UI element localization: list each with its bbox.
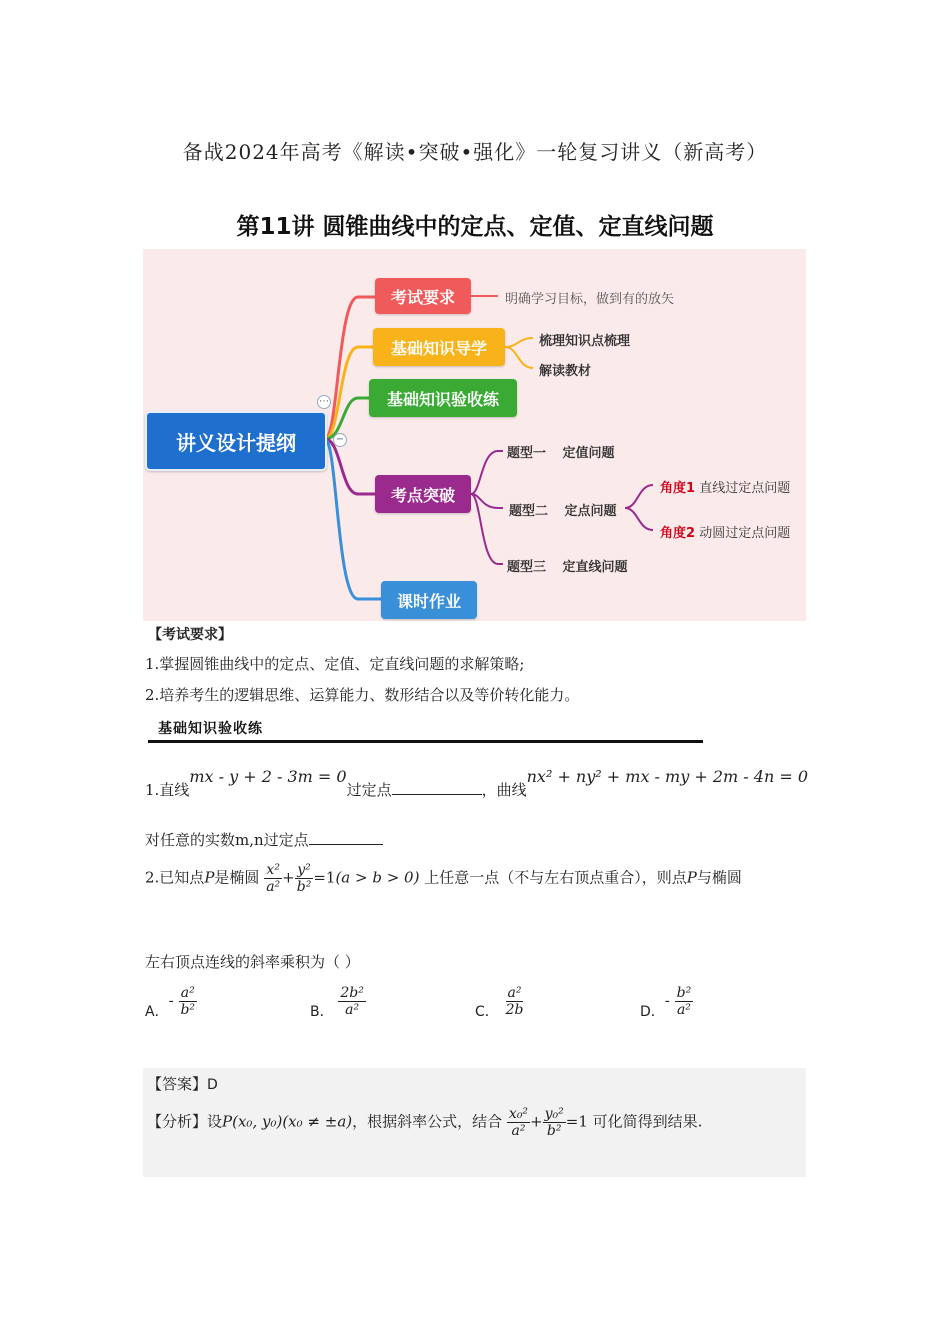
connector-angle2	[625, 508, 653, 530]
practice-banner-text: 基础知识验收练	[158, 721, 263, 737]
option-d[interactable]	[640, 985, 693, 1018]
connector-sub2	[505, 347, 533, 368]
q1-blank-1[interactable]	[392, 780, 482, 795]
q2-ellipse-rhs: =1	[313, 868, 336, 887]
option-b[interactable]	[310, 985, 366, 1018]
practice-banner	[148, 715, 703, 743]
sub-knowledge-2: 解读教材	[539, 364, 592, 379]
note-exam-requirements: 明确学习目标，做到有的放矢	[505, 292, 675, 307]
q1-line-equation: mx - y + 2 - 3m = 0	[189, 767, 347, 786]
node-knowledge-guide: 基础知识导学	[373, 328, 505, 366]
q2-ellipse-condition: (a > b > 0)	[335, 868, 420, 887]
node-exam-requirements: 考试要求	[375, 278, 471, 314]
more-icon[interactable]: ⋯	[319, 396, 329, 407]
document-header: 备战2024年高考《解读•突破•强化》一轮复习讲义（新高考）	[182, 140, 768, 164]
q2-suffix: 上任意一点（不与左右顶点重合），则点	[424, 868, 687, 887]
answer-box	[143, 1068, 806, 1177]
requirement-2: 2.培养考生的逻辑思维、运算能力、数形结合以及等价转化能力。	[145, 686, 580, 704]
q2-ellipse-frac-y: $\frac{\text{y²}}{\text{b²}}$	[296, 862, 312, 895]
mindmap-root: 讲义设计提纲	[145, 411, 327, 471]
lecture-title: 第11讲 圆锥曲线中的定点、定值、定直线问题	[236, 214, 714, 240]
option-a-sign: -	[168, 991, 174, 1010]
option-d-label: D．	[640, 1003, 665, 1020]
q2-is-ellipse: 是椭圆	[214, 868, 260, 887]
q1-line2-text: 对任意的实数m,n过定点	[145, 831, 309, 849]
option-a-label: A．	[145, 1003, 169, 1020]
analysis-post: 可化简得到结果.	[592, 1112, 703, 1131]
answer-label: 【答案】	[147, 1075, 208, 1093]
analysis-point: P(x₀, y₀)(x₀ ≠ ±a)	[222, 1112, 353, 1131]
q1-prefix: 1.直线	[145, 781, 190, 799]
q2-suffix2: 与椭圆	[696, 868, 742, 887]
collapse-icon[interactable]: −	[333, 433, 347, 447]
node-homework: 课时作业	[381, 581, 477, 619]
analysis-frac-x: $\frac{\text{x₀²}}{\text{a²}}$	[508, 1106, 529, 1139]
angle-1: 角度1 直线过定点问题	[660, 481, 791, 496]
option-b-frac: $\frac{\text{2b²}}{\text{a²}}$	[340, 985, 364, 1018]
option-d-frac: $\frac{\text{b²}}{\text{a²}}$	[676, 985, 692, 1018]
answer-value: D	[207, 1077, 218, 1093]
q1-curve-label: ，曲线	[481, 781, 527, 799]
q2-point-p-2: P	[686, 868, 697, 887]
option-a-frac: $\frac{\text{a²}}{\text{b²}}$	[180, 985, 196, 1018]
practice-banner-underline	[148, 740, 703, 743]
analysis-mid: ，根据斜率公式，结合	[352, 1112, 503, 1131]
question-2-line2: 左右顶点连线的斜率乘积为（ ）	[145, 953, 360, 971]
option-b-label: B．	[310, 1003, 334, 1020]
connector-sub1	[505, 338, 533, 347]
q1-blank-2[interactable]	[309, 830, 383, 845]
option-c[interactable]	[475, 985, 525, 1018]
node-breakthrough: 考点突破	[375, 475, 471, 513]
analysis-label: 【分析】	[147, 1112, 208, 1131]
connector-angle1	[625, 485, 653, 508]
option-c-frac: $\frac{\text{a²}}{2b}$	[505, 985, 524, 1018]
question-1	[145, 766, 808, 799]
requirements-heading: 【考试要求】	[148, 627, 232, 643]
question-1-line2	[145, 829, 383, 850]
answer-line	[147, 1073, 218, 1094]
q1-mid: 过定点	[346, 781, 392, 799]
analysis-frac-y: $\frac{\text{y₀²}}{\text{b²}}$	[544, 1106, 564, 1139]
type-3: 题型三 定直线问题	[507, 560, 628, 575]
analysis-pre: 设	[207, 1112, 223, 1131]
type-1: 题型一 定值问题	[507, 446, 615, 461]
mindmap	[143, 249, 806, 621]
analysis-rhs: =1	[565, 1112, 588, 1131]
connector-exam-req	[325, 297, 375, 439]
q2-prefix: 2.已知点	[145, 868, 205, 887]
option-d-sign: -	[664, 991, 670, 1010]
angle-2: 角度2 动圆过定点问题	[660, 526, 791, 541]
q2-ellipse-frac-x: $\frac{\text{x²}}{\text{a²}}$	[266, 862, 281, 895]
q1-curve-equation: nx² + ny² + mx - my + 2m - 4n = 0	[526, 767, 808, 786]
connector-type1	[471, 451, 503, 494]
connector-homework	[325, 439, 381, 599]
option-c-label: C．	[475, 1003, 499, 1020]
q2-point-p: P	[204, 868, 215, 887]
sub-knowledge-1: 梳理知识点梳理	[539, 334, 631, 349]
question-2: 2.已知点P是椭圆 $\frac{\text{x²}}{\text{a²}}$ + $\frac{\text{y²}}{\text{b²}}$ =1(a > b > 0) 上任意一点（不与左右顶点重合），则点P与椭圆	[145, 862, 742, 895]
option-a[interactable]	[145, 985, 197, 1018]
node-basic-practice: 基础知识验收练	[369, 379, 517, 417]
type-2: 题型二 定点问题	[509, 504, 617, 519]
analysis-line: 【分析】设P(x₀, y₀)(x₀ ≠ ±a)，根据斜率公式，结合 $\frac{\text{x₀²}}{\text{a²}}$ + $\frac{\text{y₀²}}{\text{b²}}$ =1 可化简得到结果.	[147, 1106, 703, 1139]
requirement-1: 1.掌握圆锥曲线中的定点、定值、定直线问题的求解策略;	[145, 655, 525, 673]
